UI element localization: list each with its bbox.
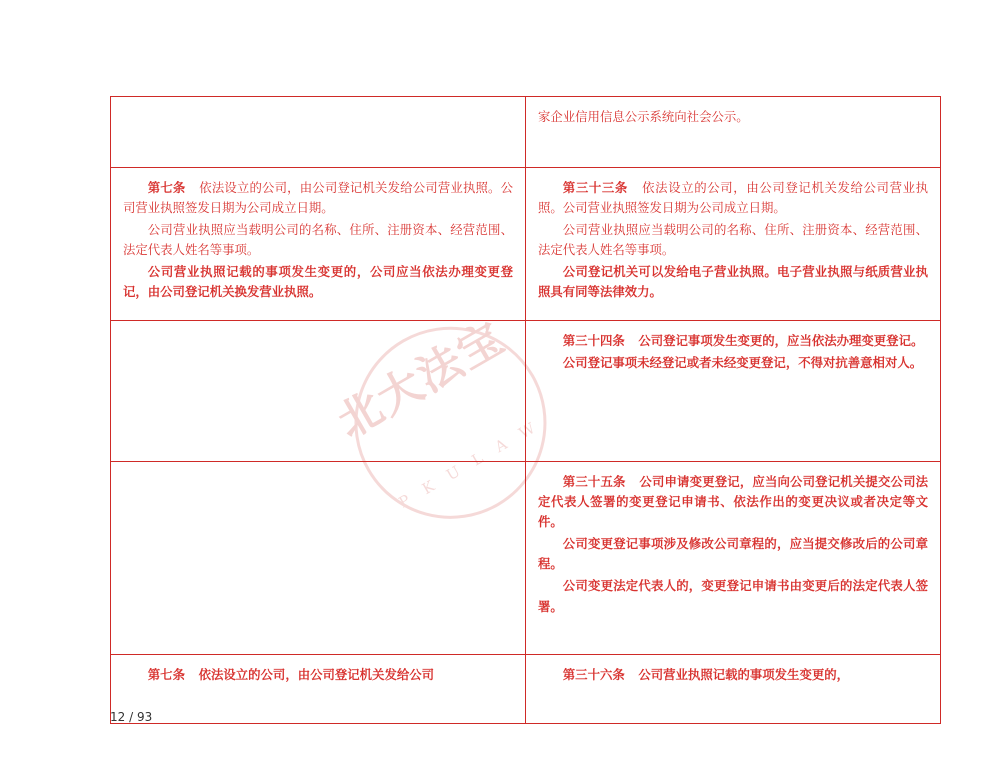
paragraph-text: 公司变更法定代表人的，变更登记申请书由变更后的法定代表人签署。 [538,578,928,614]
paragraph [538,220,928,260]
watermark-main-text: 北大法宝 [328,312,514,449]
paragraph [123,665,513,685]
table-row [111,168,941,321]
table-body [111,97,941,724]
paragraph [538,534,928,574]
paragraph-text: 依法设立的公司，由公司登记机关发给公司营业执照。公司营业执照签发日期为公司成立日期。 [123,180,514,216]
paragraph [123,178,513,218]
table-cell-left [111,97,526,168]
article-label: 第七条 [147,180,186,195]
table-row [111,321,941,462]
paragraph [123,220,513,260]
paragraph-text: 公司申请变更登记，应当向公司登记机关提交公司法定代表人签署的变更登记申请书、依法作出的变更决议或者决定等文件。 [538,474,929,530]
article-label: 第三十五条 [562,474,626,489]
paragraph [538,576,928,616]
paragraph [538,353,928,373]
table-cell-right [526,462,941,655]
paragraph-text: 公司登记事项发生变更的，应当依法办理变更登记。 [638,333,924,348]
page-number-footer: 12 / 93 [110,710,153,724]
article-label: 第三十四条 [562,333,625,348]
table-cell-right [526,655,941,724]
paragraph [538,107,928,127]
paragraph-text: 依法设立的公司，由公司登记机关发给公司营业执照。公司营业执照签发日期为公司成立日期。 [538,180,929,216]
paragraph [538,472,928,532]
paragraph [538,665,928,685]
paragraph [538,262,928,302]
table-row [111,97,941,168]
paragraph-text: 家企业信用信息公示系统向社会公示。 [538,109,749,124]
paragraph-text: 公司营业执照记载的事项发生变更的， [638,667,850,682]
article-label: 第三十三条 [562,180,628,195]
paragraph-text: 公司变更登记事项涉及修改公司章程的，应当提交修改后的公司章程。 [538,536,928,572]
table-cell-right [526,168,941,321]
paragraph-text: 公司营业执照应当载明公司的名称、住所、注册资本、经营范围、法定代表人姓名等事项。 [538,222,928,258]
table-cell-right [526,97,941,168]
paragraph-text: 公司营业执照应当载明公司的名称、住所、注册资本、经营范围、法定代表人姓名等事项。 [123,222,513,258]
comparison-table [110,96,941,724]
table-cell-left [111,655,526,724]
article-label: 第七条 [147,667,185,682]
paragraph [538,331,928,351]
table-cell-right [526,321,941,462]
article-label: 第三十六条 [562,667,625,682]
paragraph-text: 公司营业执照记载的事项发生变更的，公司应当依法办理变更登记，由公司登记机关换发营业执照。 [123,264,513,300]
paragraph-text: 公司登记机关可以发给电子营业执照。电子营业执照与纸质营业执照具有同等法律效力。 [538,264,928,300]
paragraph-text: 依法设立的公司，由公司登记机关发给公司 [198,667,435,682]
paragraph [123,262,513,302]
table-cell-left [111,168,526,321]
table-cell-left [111,462,526,655]
table-row [111,655,941,724]
paragraph [538,178,928,218]
table-row [111,462,941,655]
table-cell-left [111,321,526,462]
paragraph-text: 公司登记事项未经登记或者未经变更登记，不得对抗善意相对人。 [562,355,923,371]
watermark-sub-text: P K U L A W [395,415,544,512]
